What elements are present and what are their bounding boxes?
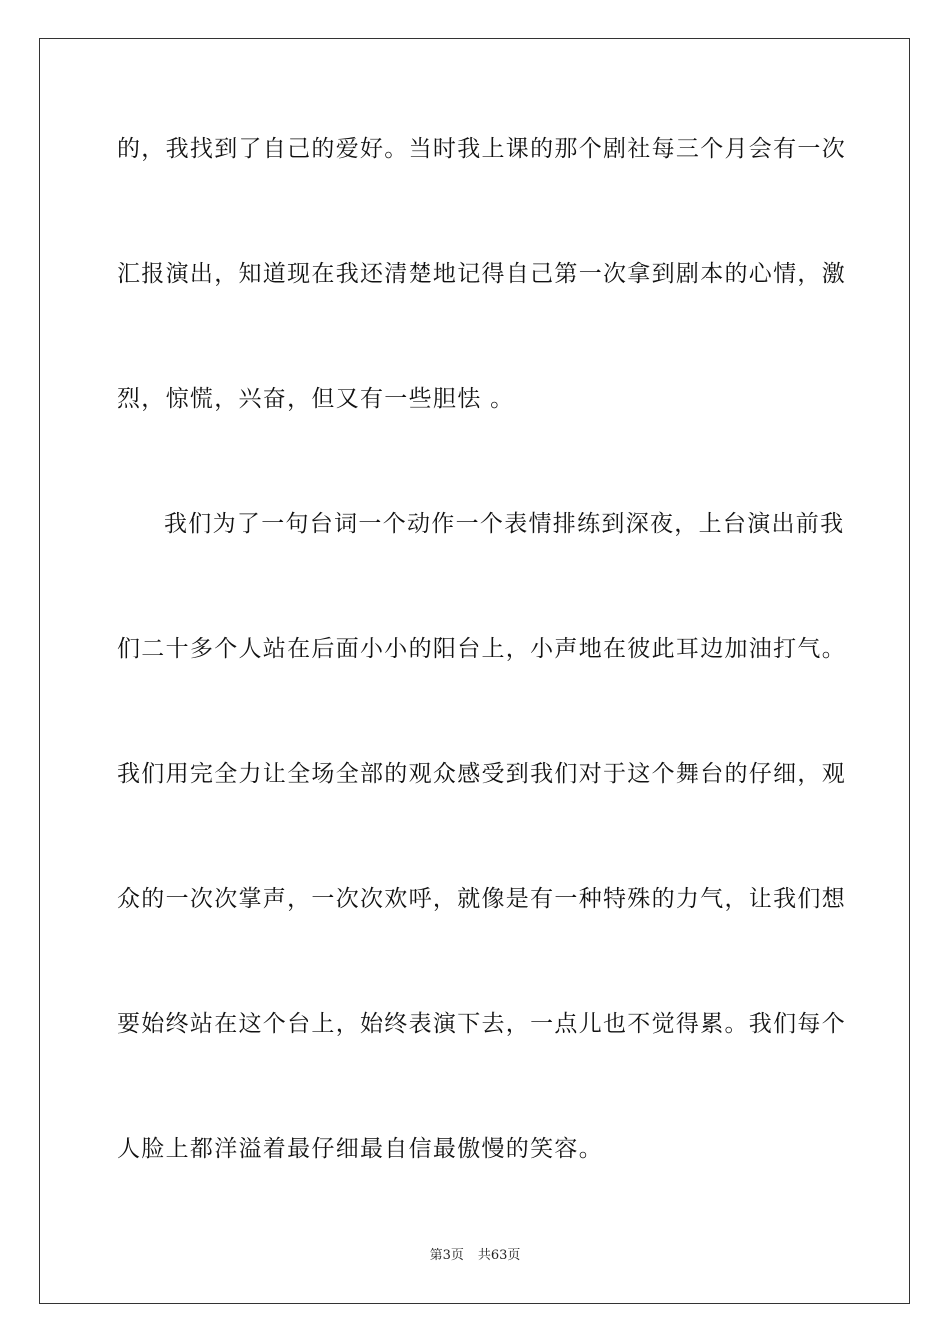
page-footer: [0, 1247, 950, 1265]
text-line: 烈，惊慌，兴奋，但又有一些胆怯 。: [117, 386, 515, 412]
text-line: 要始终站在这个台上，始终表演下去，一点儿也不觉得累。我们每个: [117, 1011, 846, 1037]
text-line: 汇报演出，知道现在我还清楚地记得自己第一次拿到剧本的心情，激: [117, 261, 846, 287]
page-border: [39, 38, 910, 1304]
text-line: 的，我找到了自己的爱好。当时我上课的那个剧社每三个月会有一次: [117, 136, 846, 162]
text-line-paragraph-start: 我们为了一句台词一个动作一个表情排练到深夜，上台演出前我: [164, 511, 845, 537]
text-line: 们二十多个人站在后面小小的阳台上，小声地在彼此耳边加油打气。: [117, 636, 846, 662]
page-total: 共63页: [477, 1248, 521, 1263]
text-line: 众的一次次掌声，一次次欢呼，就像是有一种特殊的力气，让我们想: [117, 886, 846, 912]
text-line: 我们用完全力让全场全部的观众感受到我们对于这个舞台的仔细，观: [117, 761, 846, 787]
text-line: 人脸上都洋溢着最仔细最自信最傲慢的笑容。: [117, 1136, 603, 1162]
page-number: 第3页: [429, 1248, 464, 1263]
